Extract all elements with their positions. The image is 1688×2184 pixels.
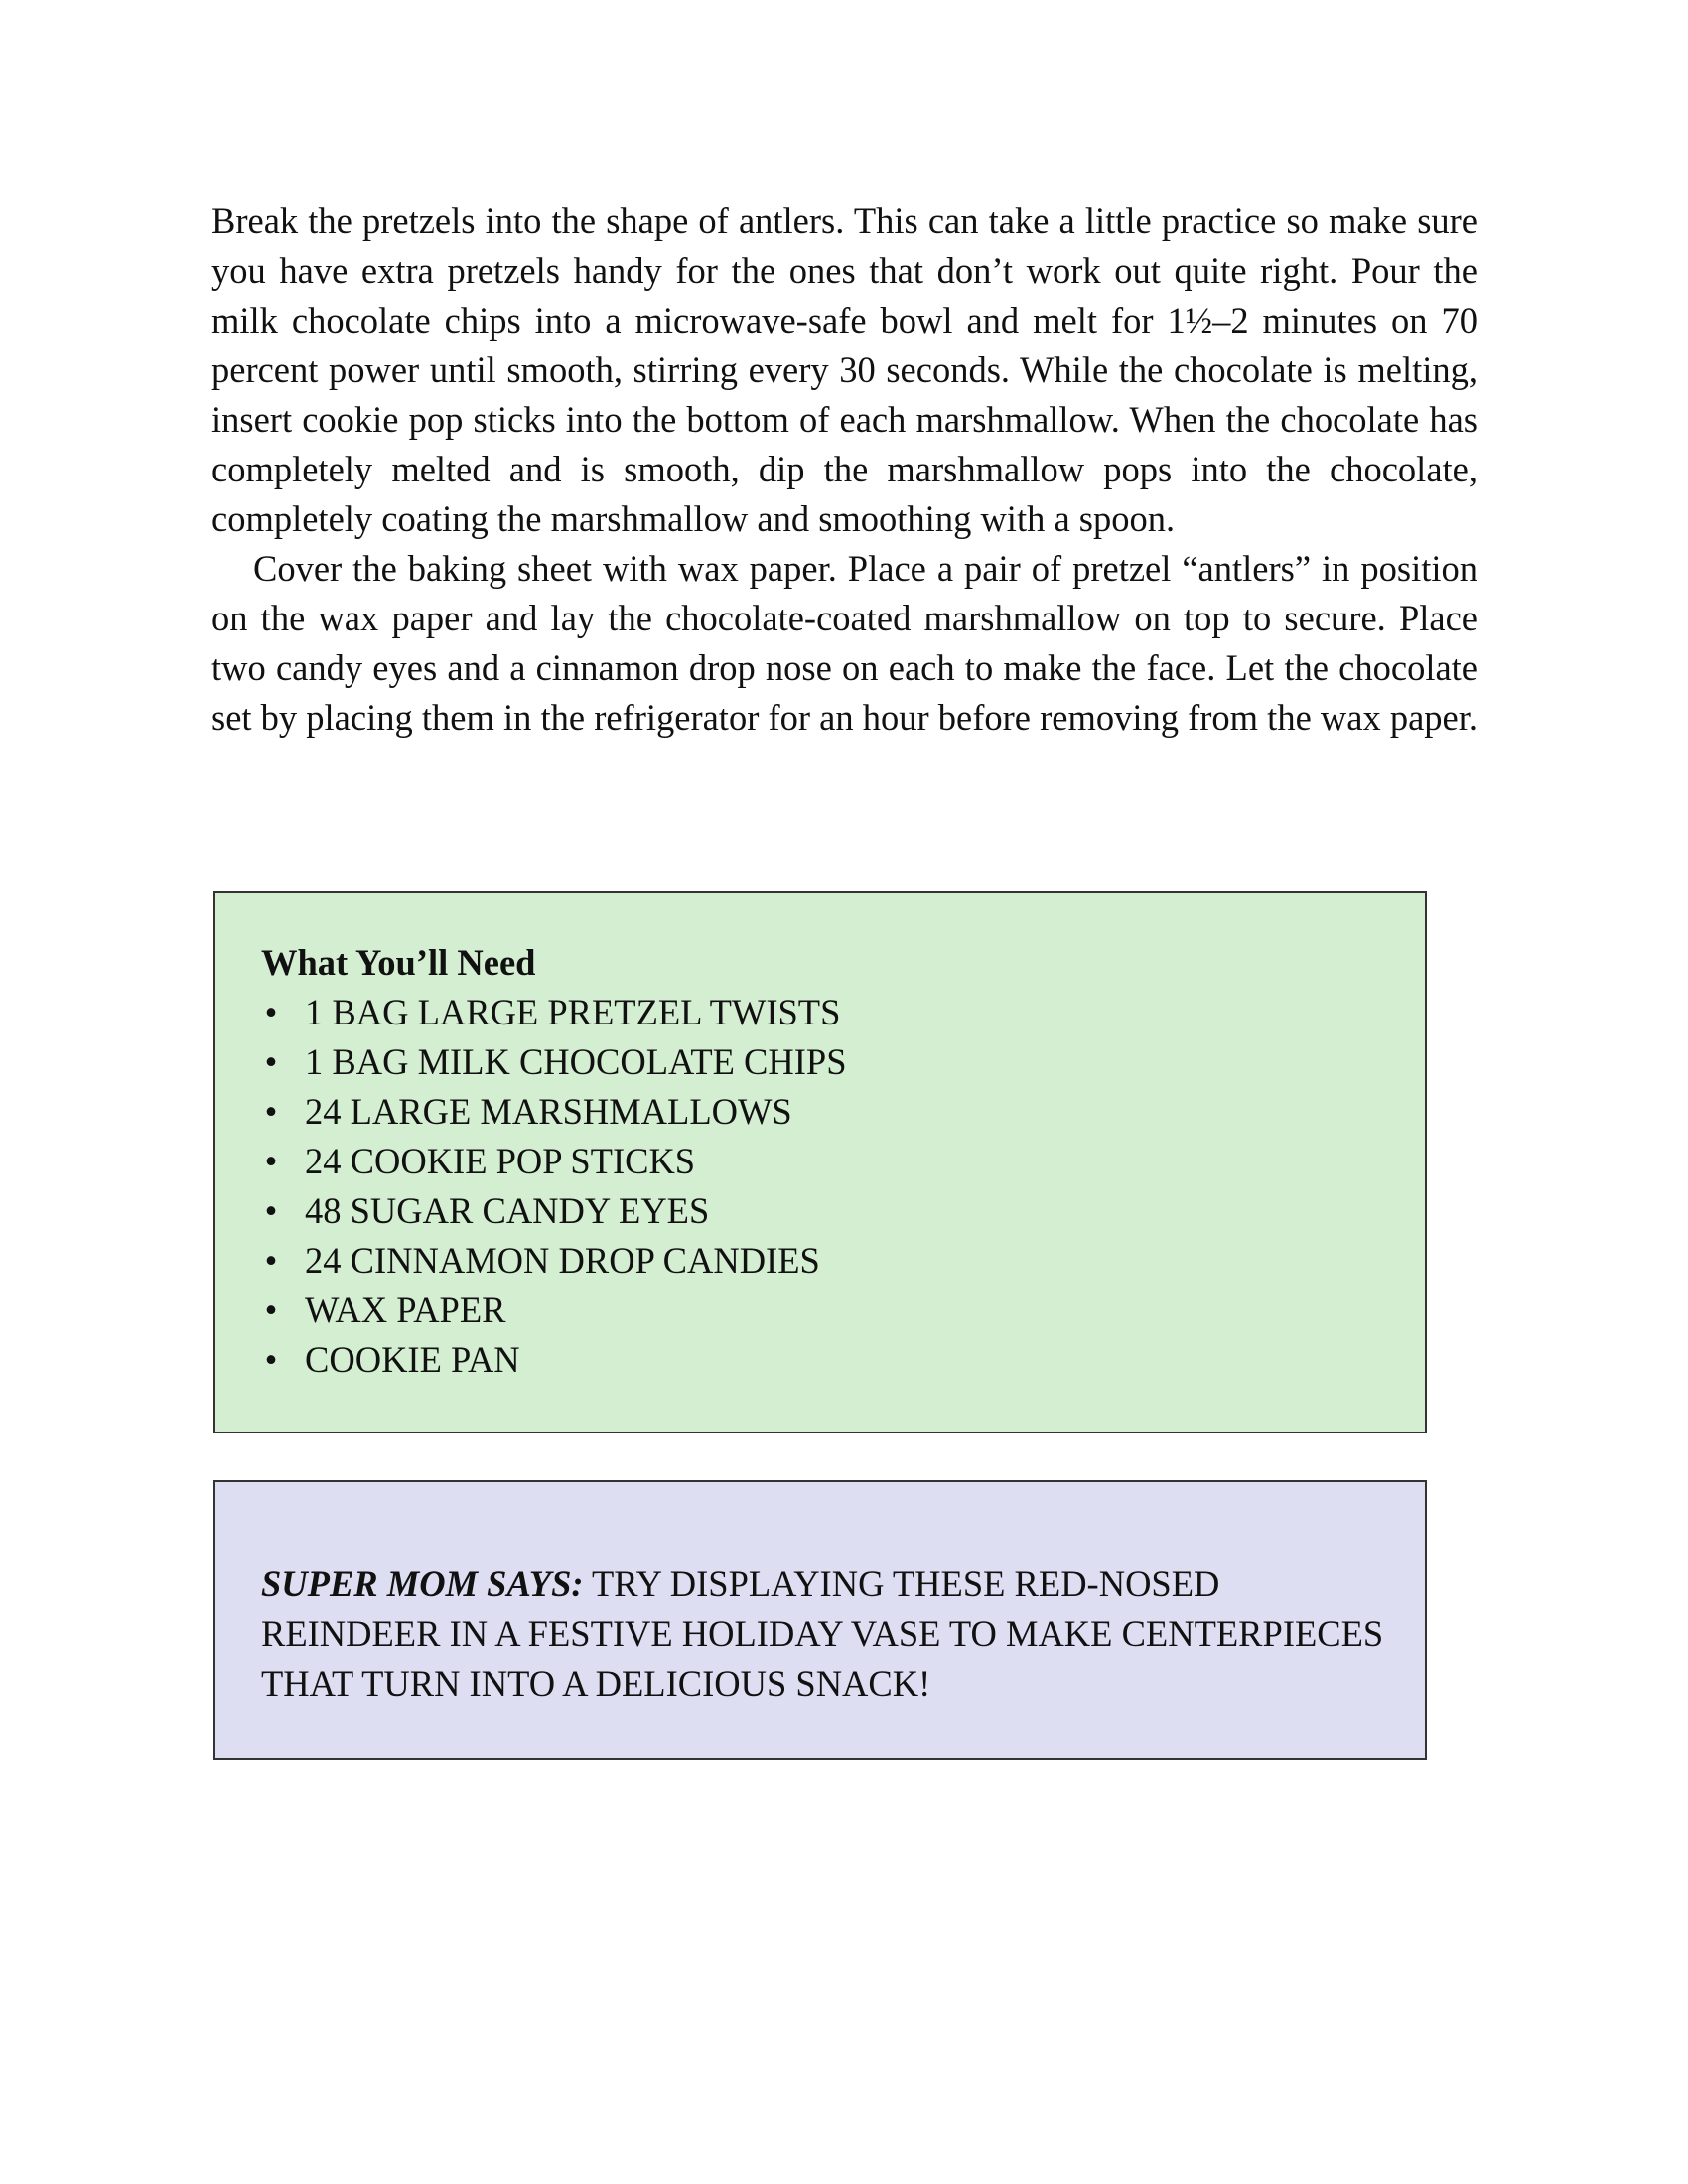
list-item xyxy=(261,1236,1385,1286)
bullet-icon: • xyxy=(264,1091,278,1132)
bullet-icon: • xyxy=(264,1041,278,1082)
bullet-icon: • xyxy=(264,1290,278,1330)
list-item xyxy=(261,1037,1385,1087)
instructions-paragraph-1: Break the pretzels into the shape of antlers. This can take a little practice so make sure you have extra pretzels handy for the ones that don’t work out quite right. Pour the milk chocolate chips into a microwave-safe bowl and melt for 1½–2 minutes on 70 percent power until smooth, stirring every 30 seconds. While the chocolate is melting, insert cookie pop sticks into the bottom of each marshmallow. When the chocolate has completely melted and is smooth, dip the marshmallow pops into the chocolate, completely coating the marshmallow and smoothing with a spoon. xyxy=(211,201,1477,539)
super-mom-tip-text: TRY DISPLAYING THESE RED-NOSED REINDEER IN A FESTIVE HOLIDAY VASE TO MAKE CENTERPIECES THAT TURN INTO A DELICIOUS SNACK! xyxy=(261,1564,1384,1704)
list-item xyxy=(261,988,1385,1037)
ingredients-list xyxy=(261,988,1385,1385)
ingredient-text: 48 SUGAR CANDY EYES xyxy=(305,1190,710,1231)
what-youll-need-title: What You’ll Need xyxy=(261,942,536,983)
bullet-icon: • xyxy=(264,1339,278,1380)
what-youll-need-content xyxy=(261,938,1385,1385)
ingredient-text: 24 CINNAMON DROP CANDIES xyxy=(305,1240,820,1281)
ingredient-text: 24 COOKIE POP STICKS xyxy=(305,1141,696,1181)
list-item xyxy=(261,1335,1385,1385)
list-item xyxy=(261,1186,1385,1236)
list-item xyxy=(261,1286,1385,1335)
ingredient-text: COOKIE PAN xyxy=(305,1339,520,1380)
ingredient-text: 1 BAG MILK CHOCOLATE CHIPS xyxy=(305,1041,847,1082)
bullet-icon: • xyxy=(264,1190,278,1231)
instructions-paragraph-2: Cover the baking sheet with wax paper. Place a pair of pretzel “antlers” in position on the wax paper and lay the chocolate-coated marshmallow on top to secure. Place two candy eyes and a cinnamon drop nose on each to make the face. Let the chocolate set by placing them in the refrigerator for an hour before removing from the wax paper. xyxy=(211,548,1478,738)
what-youll-need-box xyxy=(213,891,1427,1433)
super-mom-says-label: SUPER MOM SAYS: xyxy=(261,1564,584,1604)
bullet-icon: • xyxy=(264,1240,278,1281)
list-item xyxy=(261,1137,1385,1186)
ingredient-text: 1 BAG LARGE PRETZEL TWISTS xyxy=(305,992,841,1032)
bullet-icon: • xyxy=(264,992,278,1032)
bullet-icon: • xyxy=(264,1141,278,1181)
list-item xyxy=(261,1087,1385,1137)
ingredient-text: 24 LARGE MARSHMALLOWS xyxy=(305,1091,792,1132)
ingredient-text: WAX PAPER xyxy=(305,1290,506,1330)
super-mom-tip-box xyxy=(213,1480,1427,1760)
super-mom-tip-content xyxy=(261,1560,1385,1708)
instructions-text xyxy=(211,197,1477,743)
